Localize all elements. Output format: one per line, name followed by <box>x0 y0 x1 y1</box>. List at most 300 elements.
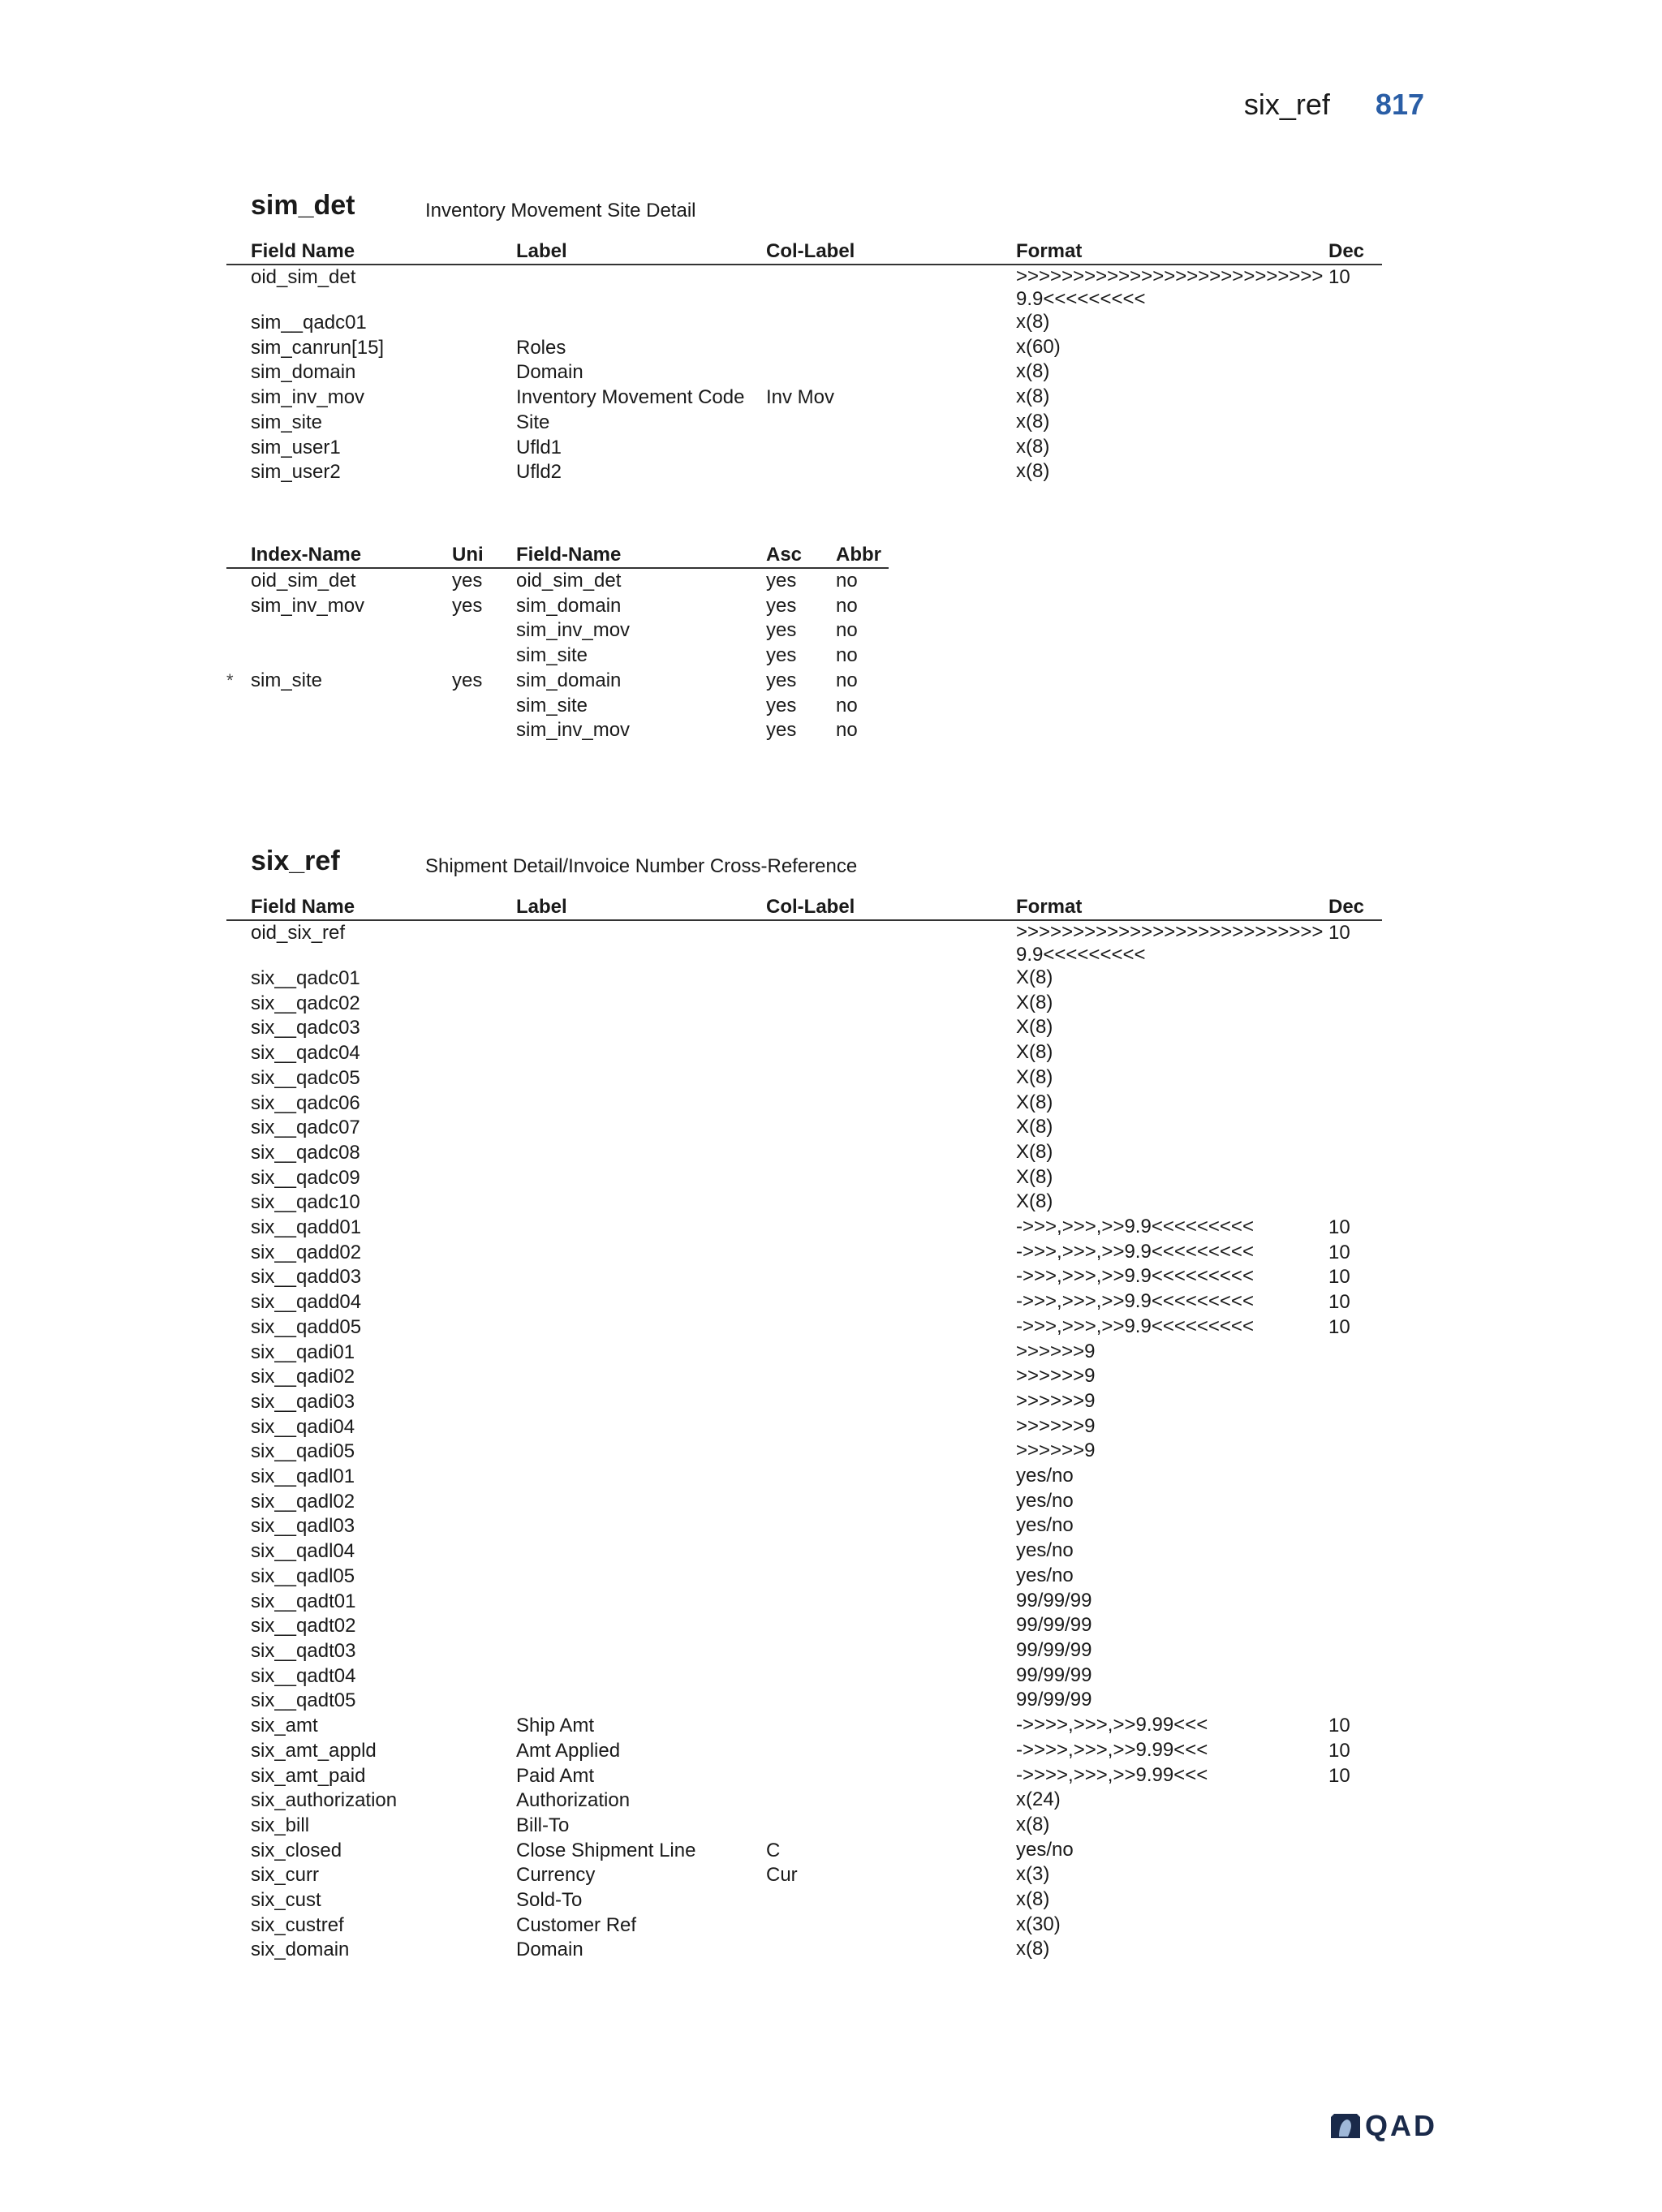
field-col-label <box>766 336 1016 361</box>
field-dec <box>1328 1888 1382 1913</box>
col-dec: Dec <box>1328 239 1382 265</box>
field-label: Amt Applied <box>516 1739 621 1762</box>
field-dec: 10 <box>1328 1764 1350 1787</box>
field-dec: 10 <box>1328 1315 1350 1338</box>
row-marker <box>226 1764 251 1789</box>
field-format: x(30) <box>1016 1913 1061 1935</box>
field-label: Ufld1 <box>516 436 562 458</box>
field-format: x(8) <box>1016 1888 1050 1911</box>
col-uni: Uni <box>452 542 516 568</box>
field-dec <box>1328 1590 1382 1615</box>
field-name: six_domain <box>251 1939 350 1961</box>
field-col-label <box>766 265 1016 311</box>
table-row <box>226 265 1382 311</box>
col-label: Label <box>516 239 766 265</box>
field-col-label <box>766 1390 1016 1415</box>
field-col-label <box>766 1590 1016 1615</box>
field-name: six__qadd04 <box>251 1291 362 1314</box>
field-format: x(8) <box>1016 435 1050 458</box>
field-label <box>516 1514 766 1539</box>
field-format: X(8) <box>1016 1190 1053 1213</box>
field-format: >>>>>>9 <box>1016 1414 1096 1437</box>
field-name: sim_user1 <box>251 436 341 458</box>
row-marker <box>226 1714 251 1739</box>
row-marker <box>226 1216 251 1241</box>
field-label <box>516 1166 766 1191</box>
field-format: X(8) <box>1016 1116 1053 1138</box>
field-label: Authorization <box>516 1789 631 1812</box>
table-row <box>226 311 1382 336</box>
index-unique <box>452 694 516 719</box>
field-dec <box>1328 1539 1382 1564</box>
field-col-label <box>766 311 1016 336</box>
field-name: oid_six_ref <box>251 922 346 944</box>
field-name: six__qadd05 <box>251 1315 362 1338</box>
row-marker <box>226 1788 251 1814</box>
page-number: 817 <box>1375 88 1424 121</box>
table-row <box>226 1714 1382 1739</box>
field-format: x(24) <box>1016 1788 1061 1811</box>
table-row <box>226 1290 1382 1315</box>
qad-logo-icon <box>1329 2112 1362 2140</box>
field-label <box>516 1116 766 1141</box>
field-name: six__qadc08 <box>251 1141 360 1164</box>
field-format: X(8) <box>1016 1140 1053 1163</box>
field-col-label <box>766 1041 1016 1066</box>
row-marker <box>226 1639 251 1664</box>
field-col-label <box>766 1241 1016 1266</box>
table-row <box>226 1315 1382 1341</box>
field-format: x(60) <box>1016 335 1061 358</box>
table-row <box>226 669 889 694</box>
field-dec <box>1328 1190 1382 1216</box>
field-dec: 10 <box>1328 1266 1350 1289</box>
field-label <box>516 1341 766 1366</box>
table-row <box>226 1564 1382 1590</box>
field-col-label <box>766 1814 1016 1839</box>
field-dec <box>1328 360 1382 385</box>
field-dec <box>1328 1066 1382 1091</box>
running-header <box>1244 88 1424 122</box>
field-format: >>>>>>9 <box>1016 1365 1096 1388</box>
index-asc: yes <box>766 644 797 667</box>
field-col-label <box>766 1689 1016 1714</box>
field-dec <box>1328 1490 1382 1515</box>
field-name: six_bill <box>251 1814 310 1836</box>
field-format: ->>>>,>>>,>>9.99<<< <box>1016 1714 1208 1736</box>
table-row <box>226 1888 1382 1913</box>
field-col-label <box>766 1016 1016 1041</box>
table-row <box>226 1614 1382 1639</box>
field-format: X(8) <box>1016 1016 1053 1039</box>
field-name: six__qadl04 <box>251 1540 355 1563</box>
table-row <box>226 1190 1382 1216</box>
row-marker <box>226 1888 251 1913</box>
field-format: >>>>>>9 <box>1016 1340 1096 1362</box>
field-name: six__qadc09 <box>251 1166 360 1189</box>
row-marker <box>226 1739 251 1764</box>
field-label: Paid Amt <box>516 1764 595 1787</box>
field-name: six_amt <box>251 1715 318 1737</box>
field-dec <box>1328 385 1382 411</box>
field-dec <box>1328 1141 1382 1166</box>
table-row <box>226 1440 1382 1465</box>
field-dec <box>1328 1465 1382 1490</box>
field-label: Ufld2 <box>516 461 562 484</box>
field-col-label <box>766 360 1016 385</box>
index-name: sim_site <box>251 669 323 691</box>
row-marker <box>226 1465 251 1490</box>
field-col-label <box>766 1465 1016 1490</box>
field-dec <box>1328 1116 1382 1141</box>
col-dec: Dec <box>1328 894 1382 920</box>
col-abbr: Abbr <box>836 542 889 568</box>
row-marker <box>226 1614 251 1639</box>
field-label <box>516 1639 766 1664</box>
field-label: Ship Amt <box>516 1715 595 1737</box>
table-row <box>226 1365 1382 1390</box>
field-label <box>516 1190 766 1216</box>
field-name: six_custref <box>251 1913 344 1936</box>
field-dec <box>1328 1689 1382 1714</box>
field-label <box>516 1564 766 1590</box>
row-marker <box>226 1265 251 1290</box>
field-label <box>516 1440 766 1465</box>
row-marker <box>226 1290 251 1315</box>
table-row <box>226 594 889 619</box>
table-row <box>226 1241 1382 1266</box>
table-row <box>226 643 889 669</box>
table-row <box>226 411 1382 436</box>
row-marker <box>226 1514 251 1539</box>
index-marker <box>226 643 251 669</box>
field-col-label <box>766 1490 1016 1515</box>
row-marker <box>226 1839 251 1864</box>
field-col-label <box>766 1514 1016 1539</box>
field-format: 99/99/99 <box>1016 1638 1092 1661</box>
field-label <box>516 1041 766 1066</box>
field-name: six_curr <box>251 1864 320 1887</box>
index-field-name: oid_sim_det <box>516 570 622 592</box>
table-row <box>226 694 889 719</box>
table-description: Shipment Detail/Invoice Number Cross-Reference <box>425 855 858 877</box>
field-label: Domain <box>516 1939 583 1961</box>
table-row <box>226 1913 1382 1939</box>
index-table-header <box>226 542 889 568</box>
index-asc: yes <box>766 570 797 592</box>
field-name: sim_inv_mov <box>251 386 365 409</box>
table-row <box>226 1091 1382 1117</box>
field-format: X(8) <box>1016 966 1053 988</box>
index-field-name: sim_site <box>516 644 588 667</box>
field-name: six__qadi03 <box>251 1390 355 1413</box>
field-name: six_authorization <box>251 1789 398 1812</box>
col-field-name: Field Name <box>251 239 516 265</box>
index-abbr: no <box>836 619 858 642</box>
field-dec <box>1328 1091 1382 1117</box>
index-abbr: no <box>836 570 858 592</box>
index-field-name: sim_domain <box>516 669 622 691</box>
field-col-label <box>766 411 1016 436</box>
field-dec <box>1328 1341 1382 1366</box>
col-field-name: Field Name <box>251 894 516 920</box>
field-dec: 10 <box>1328 266 1350 288</box>
field-format: x(8) <box>1016 1938 1050 1960</box>
row-marker <box>226 460 251 485</box>
field-dec: 10 <box>1328 922 1350 944</box>
col-col-label: Col-Label <box>766 894 1016 920</box>
field-col-label <box>766 1315 1016 1341</box>
index-asc: yes <box>766 594 797 617</box>
field-name: six__qadc03 <box>251 1017 360 1039</box>
table-row <box>226 1764 1382 1789</box>
field-label <box>516 1216 766 1241</box>
row-marker <box>226 1016 251 1041</box>
field-label <box>516 1539 766 1564</box>
field-name: six__qadc02 <box>251 992 360 1014</box>
field-col-label <box>766 1341 1016 1366</box>
row-marker <box>226 265 251 311</box>
field-name: six__qadl02 <box>251 1490 355 1513</box>
field-dec <box>1328 1365 1382 1390</box>
row-marker <box>226 1141 251 1166</box>
table-row <box>226 920 1382 966</box>
field-label: Site <box>516 411 550 433</box>
field-dec <box>1328 1788 1382 1814</box>
field-dec <box>1328 460 1382 485</box>
index-abbr: no <box>836 719 858 742</box>
table-row <box>226 992 1382 1017</box>
field-dec: 10 <box>1328 1241 1350 1263</box>
table-row <box>226 1390 1382 1415</box>
field-format: x(8) <box>1016 1813 1050 1835</box>
field-format: ->>>,>>>,>>9.9<<<<<<<<< <box>1016 1290 1254 1313</box>
field-name: six__qadc07 <box>251 1117 360 1139</box>
index-asc: yes <box>766 619 797 642</box>
table-row <box>226 1689 1382 1714</box>
field-table <box>226 239 1382 485</box>
field-label <box>516 1290 766 1315</box>
field-col-label <box>766 920 1016 966</box>
table-row <box>226 618 889 643</box>
field-table-header <box>226 894 1382 920</box>
field-name: six__qadc06 <box>251 1091 360 1114</box>
table-row <box>226 1066 1382 1091</box>
field-format: ->>>,>>>,>>9.9<<<<<<<<< <box>1016 1240 1254 1263</box>
field-col-label <box>766 1116 1016 1141</box>
field-name: six_closed <box>251 1839 342 1861</box>
field-format: X(8) <box>1016 1091 1053 1113</box>
index-unique: yes <box>452 669 483 691</box>
field-name: six__qadc05 <box>251 1066 360 1089</box>
field-format: x(8) <box>1016 460 1050 483</box>
field-format: yes/no <box>1016 1838 1074 1861</box>
field-format: x(8) <box>1016 360 1050 383</box>
field-format: >>>>>>9 <box>1016 1389 1096 1412</box>
index-marker: * <box>226 669 234 691</box>
qad-logo <box>1329 2109 1437 2143</box>
field-format: ->>>,>>>,>>9.9<<<<<<<<< <box>1016 1216 1254 1238</box>
row-marker <box>226 1913 251 1939</box>
field-dec <box>1328 1041 1382 1066</box>
field-format: ->>>,>>>,>>9.9<<<<<<<<< <box>1016 1315 1254 1337</box>
table-row <box>226 1141 1382 1166</box>
field-col-label <box>766 1141 1016 1166</box>
field-name: six__qadd02 <box>251 1241 362 1263</box>
field-name: six__qadt03 <box>251 1639 356 1662</box>
field-label <box>516 1590 766 1615</box>
field-label <box>516 1066 766 1091</box>
field-dec: 10 <box>1328 1715 1350 1737</box>
field-col-label: Cur <box>766 1864 798 1887</box>
field-format: x(3) <box>1016 1863 1050 1886</box>
col-index-field-name: Field-Name <box>516 542 766 568</box>
field-label <box>516 1265 766 1290</box>
row-marker <box>226 411 251 436</box>
field-label <box>516 966 766 992</box>
field-col-label <box>766 1888 1016 1913</box>
field-col-label: Inv Mov <box>766 386 835 409</box>
row-marker <box>226 360 251 385</box>
field-label <box>516 1091 766 1117</box>
field-dec <box>1328 1913 1382 1939</box>
col-asc: Asc <box>766 542 836 568</box>
field-name: six_amt_paid <box>251 1764 366 1787</box>
field-table <box>226 894 1382 1963</box>
field-format: X(8) <box>1016 991 1053 1013</box>
row-marker <box>226 1341 251 1366</box>
field-name: sim_site <box>251 411 323 433</box>
field-label <box>516 265 766 311</box>
field-name: six__qadt02 <box>251 1615 356 1637</box>
row-marker <box>226 1689 251 1714</box>
field-col-label <box>766 966 1016 992</box>
col-format: Format <box>1016 239 1328 265</box>
index-asc: yes <box>766 719 797 742</box>
field-name: sim_domain <box>251 361 356 384</box>
index-unique <box>452 643 516 669</box>
index-name <box>251 718 452 743</box>
field-col-label <box>766 1913 1016 1939</box>
field-dec <box>1328 1390 1382 1415</box>
field-format: yes/no <box>1016 1489 1074 1512</box>
index-unique: yes <box>452 594 483 617</box>
field-col-label <box>766 1539 1016 1564</box>
row-marker <box>226 1241 251 1266</box>
field-col-label <box>766 1739 1016 1764</box>
field-format: >>>>>>>>>>>>>>>>>>>>>>>>>>>9.9<<<<<<<<< <box>1016 921 1324 966</box>
col-label: Label <box>516 894 766 920</box>
field-format: >>>>>>>>>>>>>>>>>>>>>>>>>>>9.9<<<<<<<<< <box>1016 265 1324 310</box>
row-marker <box>226 1664 251 1689</box>
index-field-name: sim_inv_mov <box>516 719 631 742</box>
field-col-label <box>766 1664 1016 1689</box>
field-col-label <box>766 1166 1016 1191</box>
index-unique <box>452 718 516 743</box>
field-label <box>516 920 766 966</box>
field-format: x(8) <box>1016 410 1050 433</box>
table-row <box>226 1639 1382 1664</box>
field-dec: 10 <box>1328 1739 1350 1762</box>
table-row <box>226 360 1382 385</box>
field-label <box>516 1689 766 1714</box>
field-name: six__qadi02 <box>251 1366 355 1388</box>
field-format: ->>>>,>>>,>>9.99<<< <box>1016 1738 1208 1761</box>
row-marker <box>226 385 251 411</box>
table-row <box>226 1341 1382 1366</box>
index-field-name: sim_site <box>516 694 588 717</box>
field-dec <box>1328 311 1382 336</box>
row-marker <box>226 992 251 1017</box>
field-dec <box>1328 1614 1382 1639</box>
table-title: six_ref <box>251 846 340 876</box>
table-row <box>226 1166 1382 1191</box>
field-name: sim_canrun[15] <box>251 336 385 359</box>
field-format: >>>>>>9 <box>1016 1440 1096 1462</box>
index-name <box>251 643 452 669</box>
index-asc: yes <box>766 669 797 691</box>
field-label <box>516 311 766 336</box>
row-marker <box>226 1863 251 1888</box>
table-row <box>226 1664 1382 1689</box>
field-label: Inventory Movement Code <box>516 386 745 409</box>
field-col-label <box>766 1265 1016 1290</box>
field-dec <box>1328 1863 1382 1888</box>
field-label <box>516 1664 766 1689</box>
index-name: sim_inv_mov <box>251 594 365 617</box>
field-format: ->>>,>>>,>>9.9<<<<<<<<< <box>1016 1265 1254 1288</box>
table-row <box>226 1590 1382 1615</box>
field-format: yes/no <box>1016 1465 1074 1487</box>
index-abbr: no <box>836 644 858 667</box>
index-marker <box>226 694 251 719</box>
field-dec: 10 <box>1328 1216 1350 1239</box>
field-label: Sold-To <box>516 1889 583 1912</box>
field-dec <box>1328 1016 1382 1041</box>
field-format: X(8) <box>1016 1065 1053 1088</box>
field-dec <box>1328 336 1382 361</box>
field-col-label <box>766 1639 1016 1664</box>
field-col-label <box>766 1290 1016 1315</box>
field-col-label <box>766 1066 1016 1091</box>
field-format: x(8) <box>1016 385 1050 408</box>
field-label: Currency <box>516 1864 596 1887</box>
index-unique: yes <box>452 570 483 592</box>
table-row <box>226 1739 1382 1764</box>
row-marker <box>226 920 251 966</box>
field-label <box>516 1016 766 1041</box>
row-marker <box>226 436 251 461</box>
field-name: oid_sim_det <box>251 266 356 288</box>
table-row <box>226 385 1382 411</box>
field-col-label <box>766 1564 1016 1590</box>
table-row <box>226 966 1382 992</box>
field-label <box>516 1490 766 1515</box>
field-label: Close Shipment Line <box>516 1839 696 1861</box>
field-dec <box>1328 992 1382 1017</box>
table-row <box>226 460 1382 485</box>
index-field-name: sim_domain <box>516 594 622 617</box>
field-name: six__qadt04 <box>251 1664 356 1687</box>
row-marker <box>226 1390 251 1415</box>
table-row <box>226 568 889 594</box>
field-name: six__qadi04 <box>251 1415 355 1438</box>
table-description: Inventory Movement Site Detail <box>425 200 696 222</box>
table-row <box>226 1116 1382 1141</box>
row-marker <box>226 1440 251 1465</box>
row-marker <box>226 336 251 361</box>
field-col-label <box>766 1365 1016 1390</box>
